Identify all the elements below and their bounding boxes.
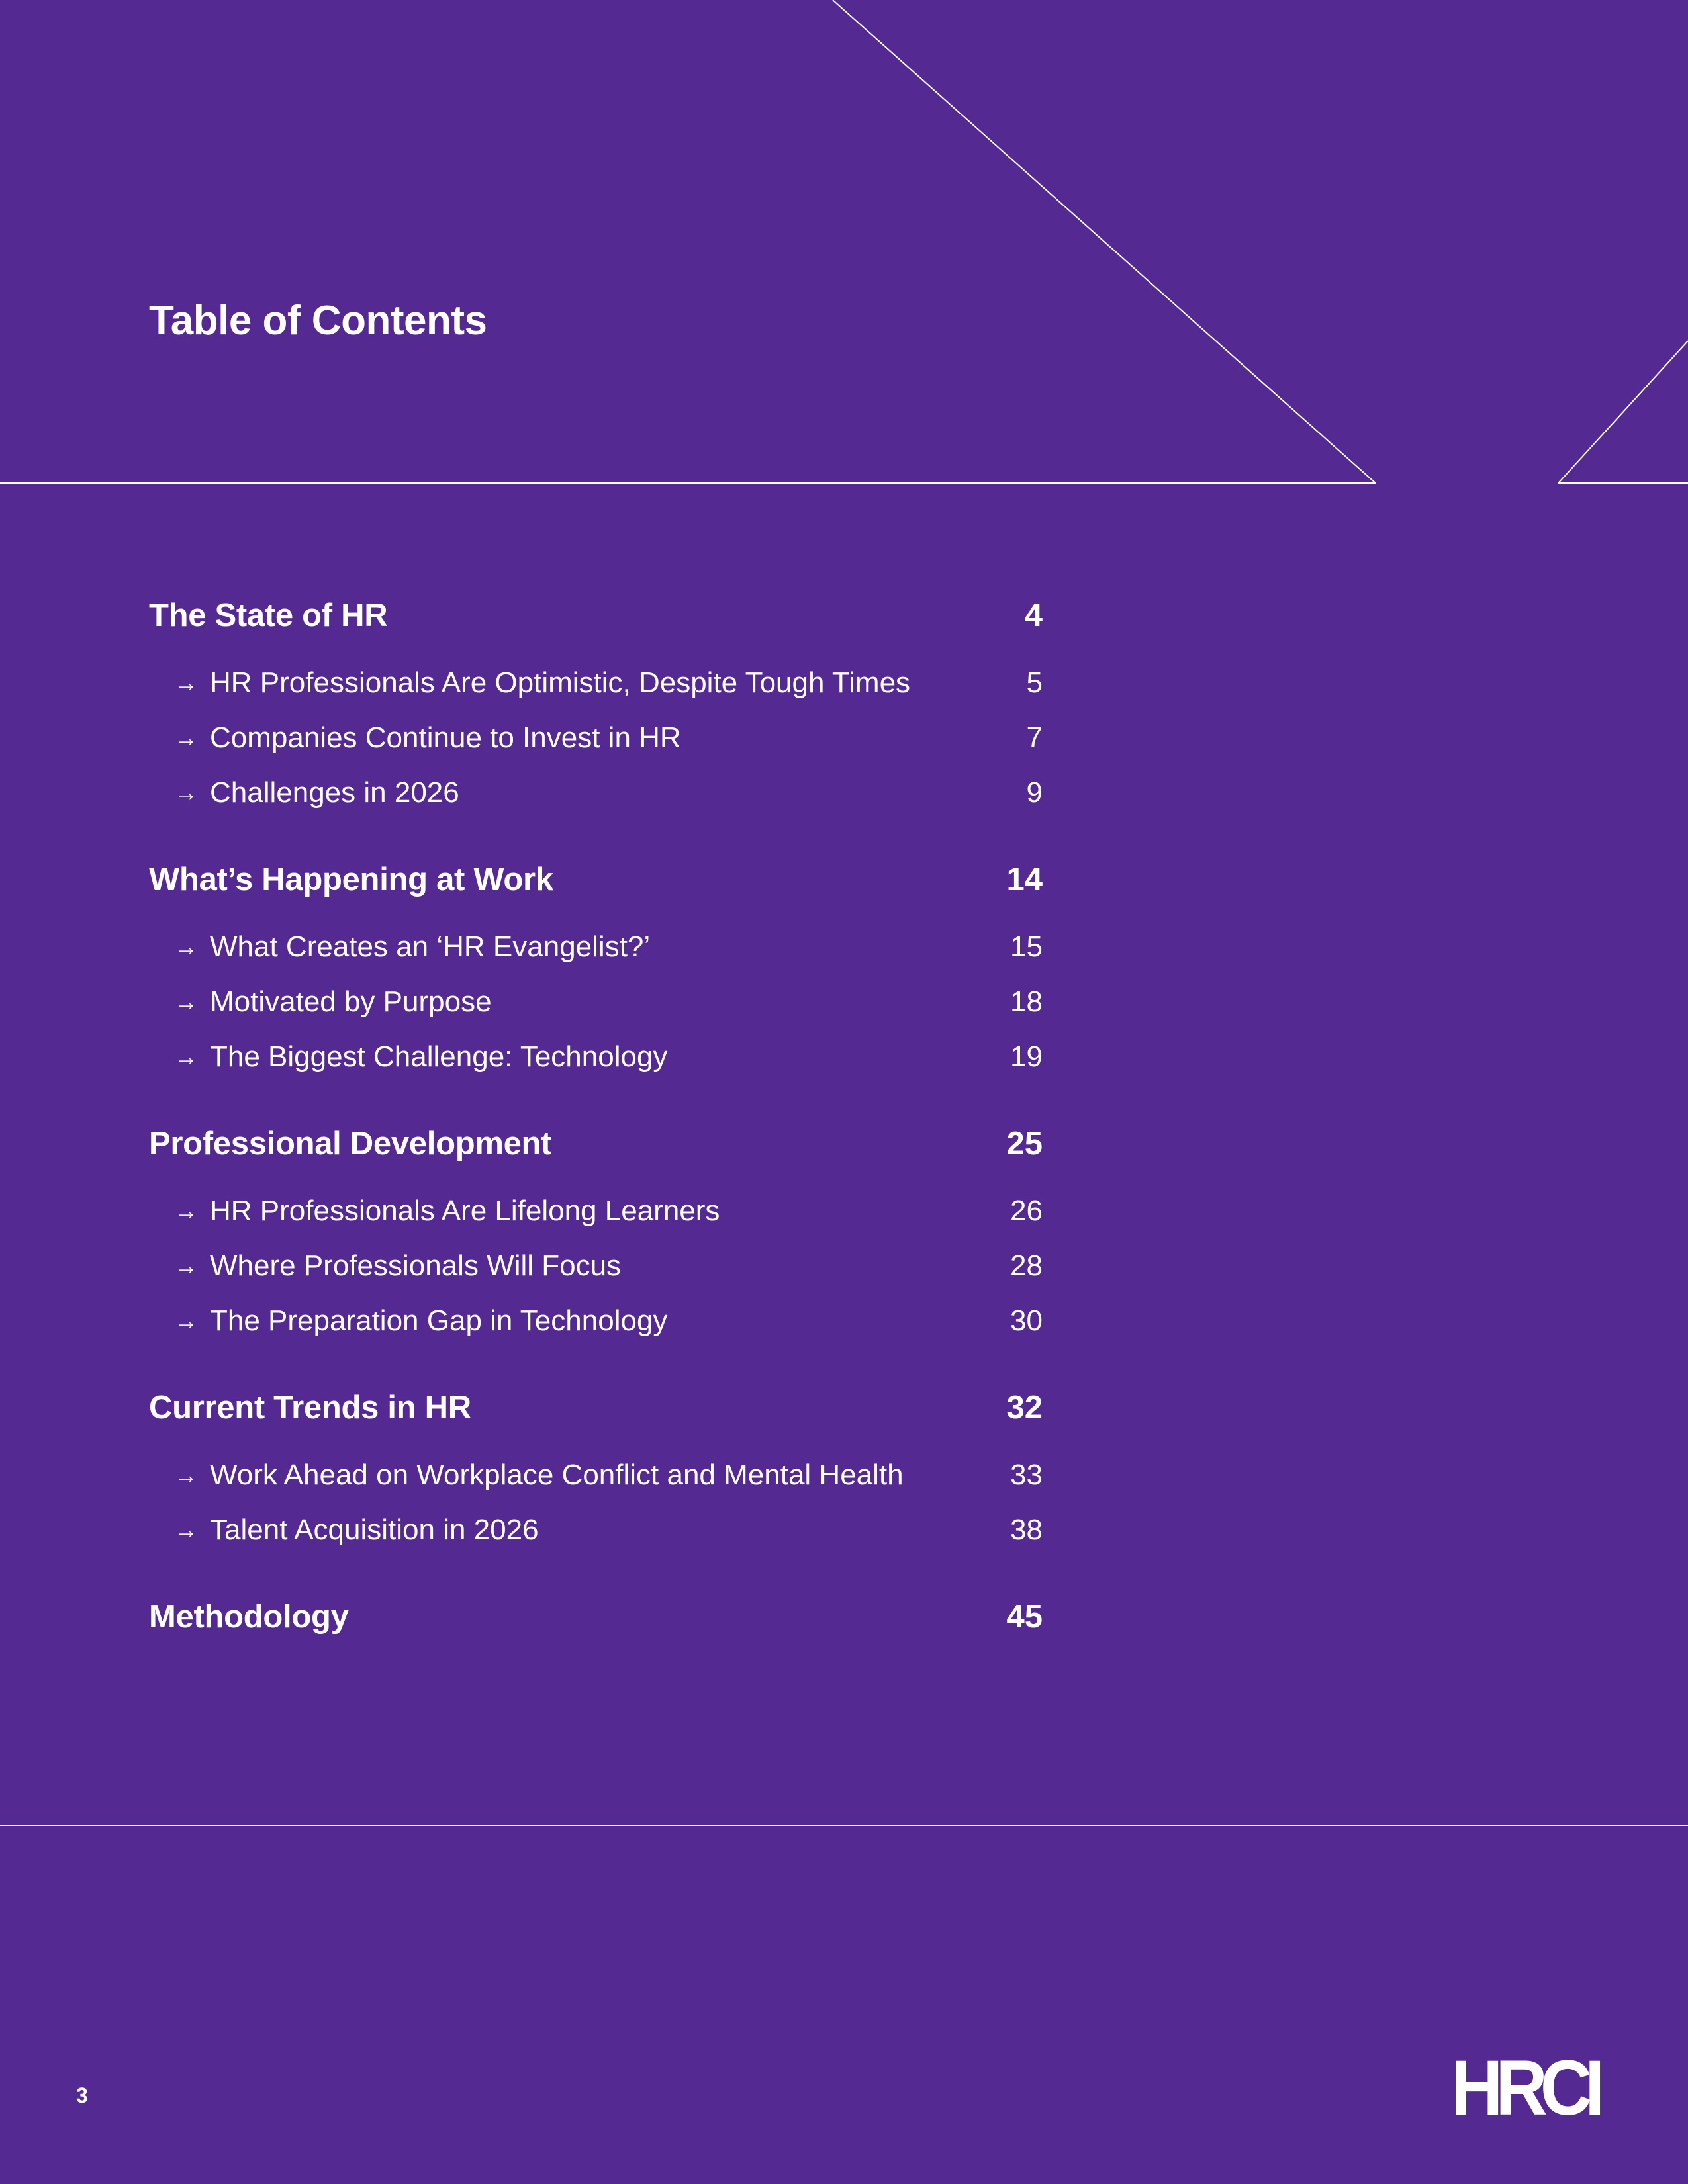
toc-entry-label: Companies Continue to Invest in HR xyxy=(210,721,681,754)
arrow-right-icon: → xyxy=(174,1516,198,1543)
toc-entry[interactable] xyxy=(149,1238,1043,1293)
toc-section-page-number: 14 xyxy=(1006,862,1043,897)
hrci-logo: HRCI xyxy=(1451,2044,1598,2132)
toc-entry-left xyxy=(149,666,910,700)
arrow-right-icon: → xyxy=(174,933,198,960)
arrow-right-icon: → xyxy=(174,723,198,751)
toc-section-heading[interactable] xyxy=(149,846,1043,913)
diagonal-line-left xyxy=(833,0,1376,483)
toc-entry-label: Motivated by Purpose xyxy=(210,985,492,1018)
toc-entry-page-number: 38 xyxy=(1010,1513,1043,1546)
arrow-right-icon: → xyxy=(174,1461,198,1488)
arrow-right-icon: → xyxy=(174,1306,198,1334)
toc-entry-left xyxy=(149,1304,667,1338)
toc-entry-page-number: 15 xyxy=(1010,930,1043,963)
arrow-right-icon: → xyxy=(174,668,198,696)
toc-entry-left xyxy=(149,931,650,964)
arrow-right-icon: → xyxy=(174,778,198,806)
arrow-right-icon: → xyxy=(174,1042,198,1070)
toc-section-heading[interactable] xyxy=(149,1584,1043,1650)
toc-section-page-number: 25 xyxy=(1006,1126,1043,1161)
toc-entry[interactable] xyxy=(149,919,1043,974)
toc-entry[interactable] xyxy=(149,1293,1043,1348)
toc-section-heading[interactable] xyxy=(149,1111,1043,1177)
toc-entry[interactable] xyxy=(149,765,1043,820)
toc-section-title: Methodology xyxy=(149,1599,349,1635)
toc-section xyxy=(149,1375,1043,1557)
toc-entry-page-number: 19 xyxy=(1010,1040,1043,1073)
toc-entry-page-number: 5 xyxy=(1026,666,1043,699)
toc-section-page-number: 45 xyxy=(1006,1599,1043,1635)
page-number: 3 xyxy=(76,2083,88,2107)
toc-section-title: Professional Development xyxy=(149,1126,552,1161)
arrow-right-icon: → xyxy=(174,1197,198,1224)
toc-entry-label: Talent Acquisition in 2026 xyxy=(210,1513,539,1546)
toc-entry-label: The Preparation Gap in Technology xyxy=(210,1304,668,1337)
toc-section-page-number: 4 xyxy=(1024,598,1043,633)
toc-entry-label: Where Professionals Will Focus xyxy=(210,1249,622,1282)
toc-entry-left xyxy=(149,985,492,1019)
toc-entry-label: HR Professionals Are Lifelong Learners xyxy=(210,1194,720,1227)
toc-entry-label: HR Professionals Are Optimistic, Despite Tough Times xyxy=(210,666,911,699)
toc-section xyxy=(149,582,1043,820)
toc-entry[interactable] xyxy=(149,1183,1043,1238)
toc-entry-left xyxy=(149,721,681,754)
arrow-right-icon: → xyxy=(174,1251,198,1279)
toc-section-title: What’s Happening at Work xyxy=(149,862,553,897)
toc-entry-left xyxy=(149,1514,539,1547)
toc-entry-label: Challenges in 2026 xyxy=(210,776,459,809)
toc-section-title: The State of HR xyxy=(149,598,388,633)
toc-entry[interactable] xyxy=(149,974,1043,1029)
toc-entry-label: Work Ahead on Workplace Conflict and Mental Health xyxy=(210,1458,904,1491)
toc-entry-page-number: 7 xyxy=(1026,721,1043,754)
toc-entry-page-number: 33 xyxy=(1010,1458,1043,1491)
toc-entry-page-number: 30 xyxy=(1010,1304,1043,1337)
toc-entry[interactable] xyxy=(149,1029,1043,1084)
toc-section-heading[interactable] xyxy=(149,1375,1043,1441)
toc-entry-label: The Biggest Challenge: Technology xyxy=(210,1040,668,1073)
toc-entry-left xyxy=(149,1250,621,1283)
toc-entry-page-number: 26 xyxy=(1010,1194,1043,1227)
toc-section xyxy=(149,846,1043,1084)
toc-entry[interactable] xyxy=(149,710,1043,765)
arrow-right-icon: → xyxy=(174,987,198,1015)
toc-entry-page-number: 9 xyxy=(1026,776,1043,809)
toc-section xyxy=(149,1584,1043,1650)
toc-entry-left xyxy=(149,1195,720,1228)
toc-entry[interactable] xyxy=(149,655,1043,710)
toc-section xyxy=(149,1111,1043,1348)
toc-entry-left xyxy=(149,1459,904,1492)
toc-entry-page-number: 18 xyxy=(1010,985,1043,1018)
toc-section-title: Current Trends in HR xyxy=(149,1390,471,1426)
page-title: Table of Contents xyxy=(149,298,487,343)
toc-entry[interactable] xyxy=(149,1502,1043,1557)
toc-entry-page-number: 28 xyxy=(1010,1249,1043,1282)
toc-entry-label: What Creates an ‘HR Evangelist?’ xyxy=(210,930,651,963)
toc-entry-left xyxy=(149,776,459,809)
toc-section-heading[interactable] xyxy=(149,582,1043,649)
toc-entry-left xyxy=(149,1040,667,1073)
toc-section-page-number: 32 xyxy=(1006,1390,1043,1426)
toc-entry[interactable] xyxy=(149,1447,1043,1502)
diagonal-line-right xyxy=(1558,341,1688,483)
table-of-contents xyxy=(149,582,1043,1676)
